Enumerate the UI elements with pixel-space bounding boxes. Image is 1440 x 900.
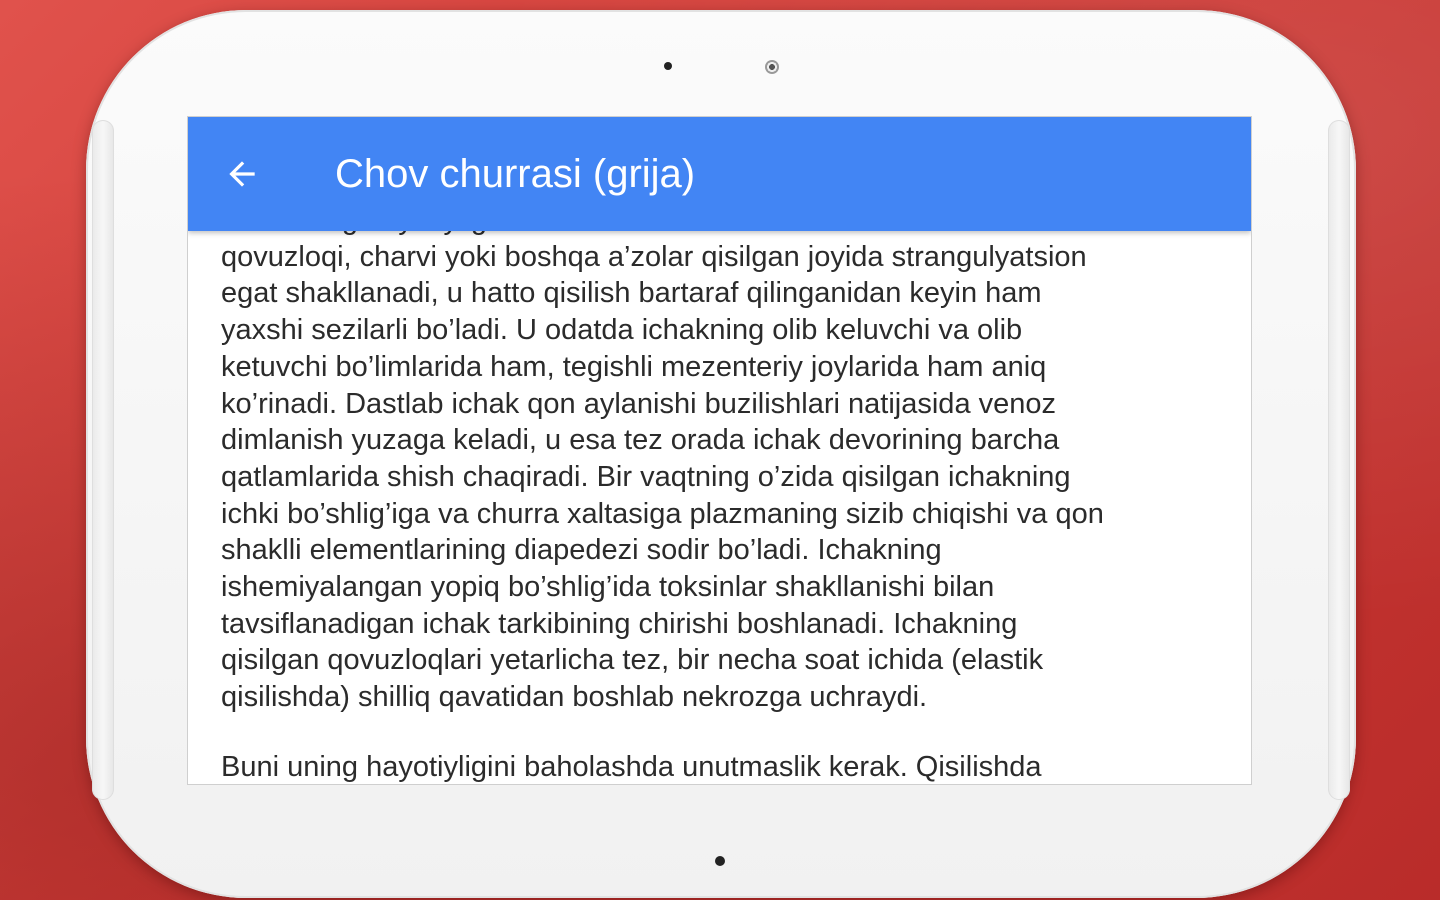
tablet-right-edge [1328, 120, 1350, 800]
article-paragraph: qovuzloqi, charvi yoki boshqa a’zolar qisilgan joyida strangulyatsion egat shakllanadi, u hatto qisilish bartaraf qilinganidan keyin ham yaxshi sezilarli bo’ladi. U odatda ichakning olib keluvchi va olib ketuvchi bo’limlarida ham, tegishli mezenteriy joylarida ham aniq ko’rinadi. Dastlab ichak qon aylanishi buzilishlari natijasida venoz dimlanish yuzaga keladi, u esa tez orada ichak devorining barcha qatlamlarida shish chaqiradi. Bir vaqtning o’zida qisilgan ichakning ichki bo’shlig’iga va churra xaltasiga plazmaning sizib chiqishi va qon shaklli elementlarining diapedezi sodir bo’ladi. Ichakning ishemiyalangan yopiq bo’shlig’ida toksinlar shakllanishi bilan tavsiflanadigan ichak tarkibining chirishi boshlanadi. Ichakning qisilgan qovuzloqlari yetarlicha tez, bir necha soat ichida (elastik qisilishda) shilliq qavatidan boshlab nekrozga uchraydi. [221, 240, 1104, 714]
front-sensor [664, 62, 672, 70]
tablet-left-edge [92, 120, 114, 800]
home-indicator [715, 856, 725, 866]
article-text [221, 202, 1231, 784]
front-camera [765, 60, 779, 74]
back-button[interactable] [216, 148, 268, 200]
article-paragraph: Buni uning hayotiyligini baholashda unutmaslik kerak. Qisilishda [221, 750, 1042, 783]
page-title: Chov churrasi (grija) [335, 152, 696, 196]
arrow-left-icon [223, 155, 261, 193]
app-bar [188, 117, 1251, 231]
tablet-frame [86, 10, 1356, 898]
app-screen [188, 117, 1251, 784]
